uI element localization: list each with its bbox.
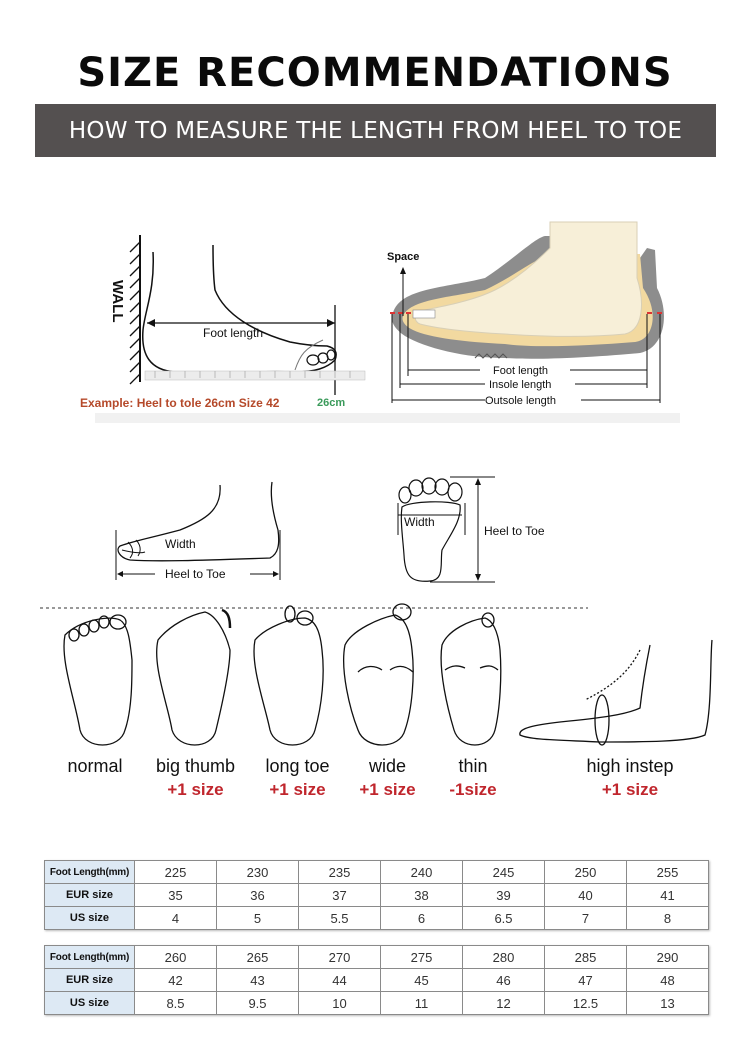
foot-types-illustration xyxy=(40,600,720,755)
row-header: EUR size xyxy=(45,969,135,992)
table-cell: 8.5 xyxy=(135,992,217,1015)
table-cell: 40 xyxy=(545,884,627,907)
foot-type-thin: thin -1size xyxy=(449,756,497,799)
wall-measure-diagram xyxy=(95,230,385,415)
table-cell: 43 xyxy=(217,969,299,992)
sole-diagram xyxy=(390,475,570,585)
table-cell: 235 xyxy=(299,861,381,884)
table-row-us-size xyxy=(45,992,709,1015)
table-row-foot-length xyxy=(45,861,709,884)
page-title: SIZE RECOMMENDATIONS xyxy=(77,50,673,96)
row-header: US size xyxy=(45,907,135,930)
table-row-eur-size xyxy=(45,969,709,992)
side-width-label: Width xyxy=(165,537,196,551)
table-cell: 5 xyxy=(217,907,299,930)
row-header: EUR size xyxy=(45,884,135,907)
row-header: Foot Length(mm) xyxy=(45,946,135,969)
table-cell: 7 xyxy=(545,907,627,930)
foot-type-big-thumb: big thumb +1 size xyxy=(155,756,236,799)
table-cell: 285 xyxy=(545,946,627,969)
wall-example-text: Example: Heel to tole 26cm Size 42 xyxy=(80,396,280,410)
table-cell: 36 xyxy=(217,884,299,907)
side-heel-to-toe-label: Heel to Toe xyxy=(165,567,226,581)
table-cell: 9.5 xyxy=(217,992,299,1015)
divider-band xyxy=(95,413,680,423)
insole-length-label: Insole length xyxy=(489,379,552,391)
table-row-eur-size xyxy=(45,884,709,907)
table-cell: 6 xyxy=(381,907,463,930)
table-cell: 12.5 xyxy=(545,992,627,1015)
table-cell: 270 xyxy=(299,946,381,969)
table-cell: 44 xyxy=(299,969,381,992)
foot-type-long-toe: long toe +1 size xyxy=(265,756,330,799)
table-cell: 45 xyxy=(381,969,463,992)
size-table-2 xyxy=(44,945,709,1015)
table-cell: 240 xyxy=(381,861,463,884)
table-cell: 47 xyxy=(545,969,627,992)
side-foot-diagram xyxy=(110,480,285,585)
table-cell: 6.5 xyxy=(463,907,545,930)
table-cell: 280 xyxy=(463,946,545,969)
table-cell: 290 xyxy=(627,946,709,969)
table-cell: 35 xyxy=(135,884,217,907)
table-row-us-size xyxy=(45,907,709,930)
table-cell: 13 xyxy=(627,992,709,1015)
table-cell: 4 xyxy=(135,907,217,930)
table-cell: 41 xyxy=(627,884,709,907)
wall-mark-label: 26cm xyxy=(317,397,346,409)
row-header: US size xyxy=(45,992,135,1015)
table-cell: 260 xyxy=(135,946,217,969)
table-cell: 48 xyxy=(627,969,709,992)
table-cell: 245 xyxy=(463,861,545,884)
size-table-1 xyxy=(44,860,709,930)
table-cell: 11 xyxy=(381,992,463,1015)
table-cell: 39 xyxy=(463,884,545,907)
table-row-foot-length xyxy=(45,946,709,969)
table-cell: 275 xyxy=(381,946,463,969)
table-cell: 265 xyxy=(217,946,299,969)
table-cell: 230 xyxy=(217,861,299,884)
shoe-cross-section-diagram xyxy=(385,218,675,413)
table-cell: 225 xyxy=(135,861,217,884)
table-cell: 8 xyxy=(627,907,709,930)
table-cell: 37 xyxy=(299,884,381,907)
outsole-length-label: Outsole length xyxy=(485,395,556,407)
table-cell: 5.5 xyxy=(299,907,381,930)
space-label: Space xyxy=(387,251,420,263)
sole-width-label: Width xyxy=(404,515,435,529)
table-cell: 12 xyxy=(463,992,545,1015)
table-cell: 42 xyxy=(135,969,217,992)
table-cell: 38 xyxy=(381,884,463,907)
foot-type-high-instep: high instep +1 size xyxy=(586,756,674,799)
wall-label: WALL xyxy=(109,280,126,323)
foot-type-normal: normal xyxy=(67,756,123,776)
table-cell: 46 xyxy=(463,969,545,992)
foot-length-label: Foot length xyxy=(203,326,264,340)
table-cell: 250 xyxy=(545,861,627,884)
foot-type-wide: wide +1 size xyxy=(359,756,416,799)
sole-heel-to-toe-label: Heel to Toe xyxy=(484,524,545,538)
row-header: Foot Length(mm) xyxy=(45,861,135,884)
table-cell: 255 xyxy=(627,861,709,884)
subtitle-banner: HOW TO MEASURE THE LENGTH FROM HEEL TO TOE xyxy=(35,104,716,157)
shoe-foot-length-label: Foot length xyxy=(493,365,549,377)
foot-type-labels xyxy=(0,756,750,806)
table-cell: 10 xyxy=(299,992,381,1015)
